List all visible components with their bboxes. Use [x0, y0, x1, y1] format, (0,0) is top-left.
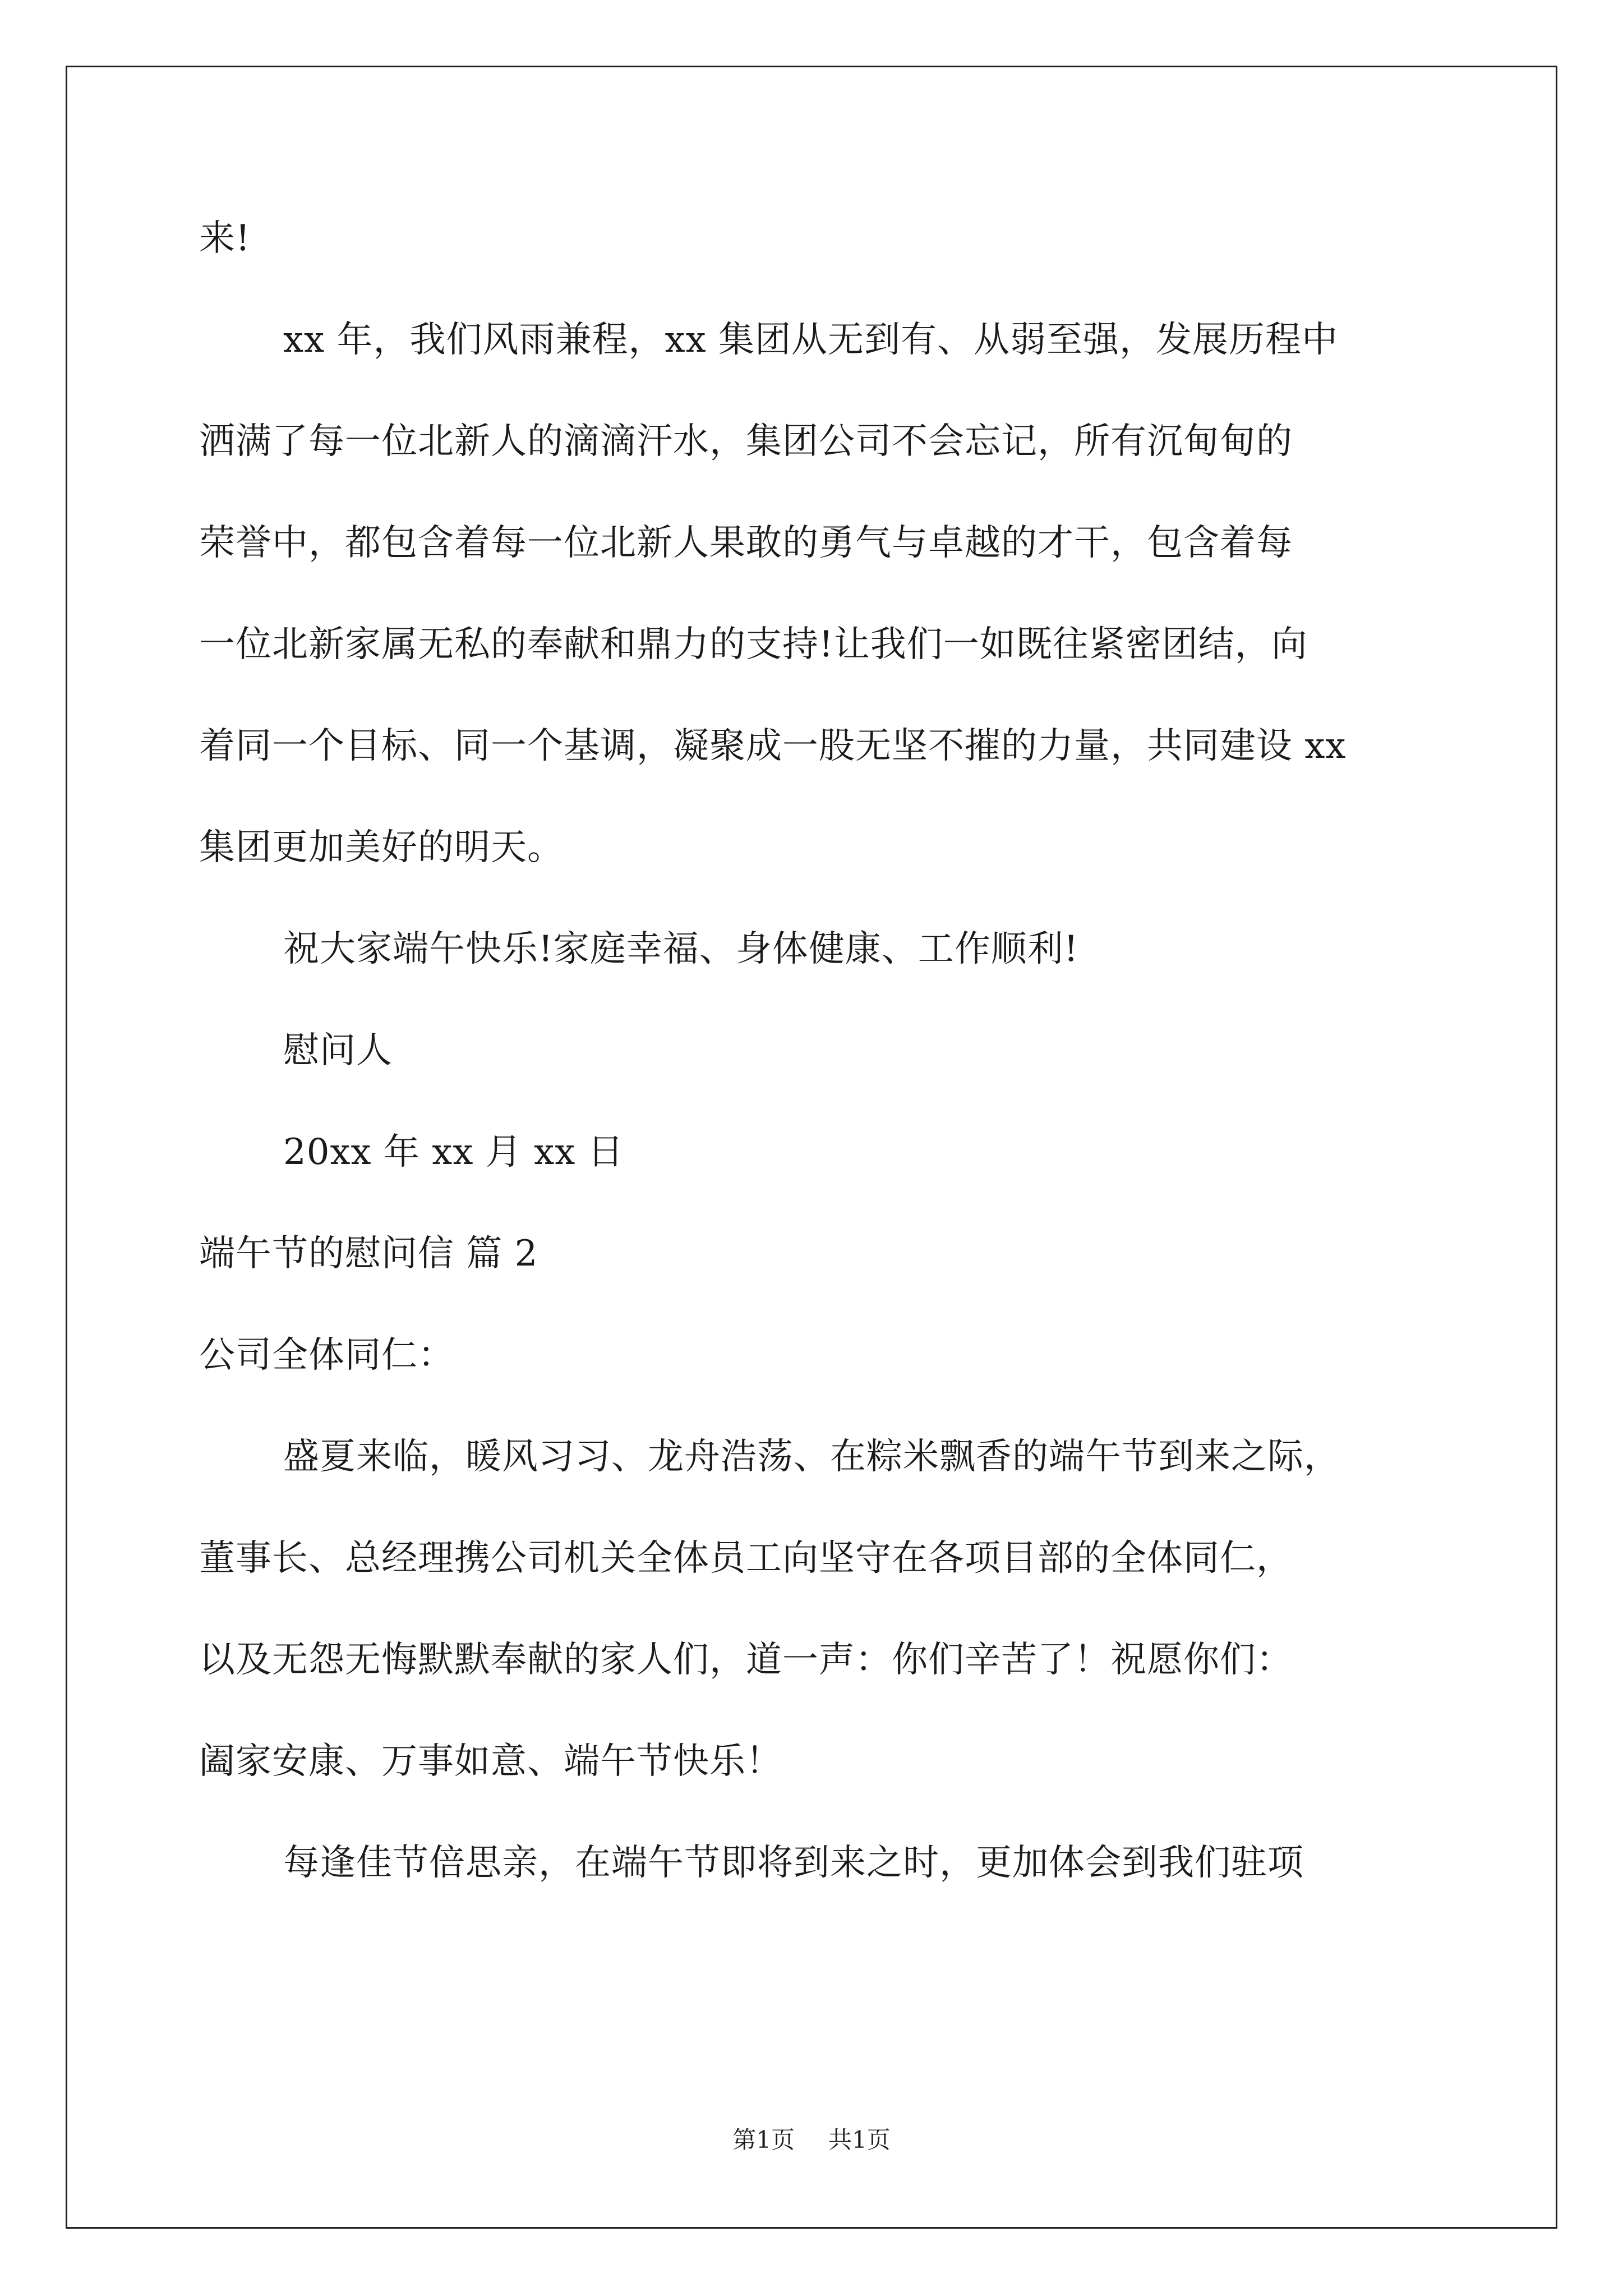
text-line-7: 集团更加美好的明天。 — [199, 827, 564, 868]
text-line-2: xx 年，我们风雨兼程，xx 集团从无到有、从弱至强，发展历程中 — [283, 319, 1339, 361]
text-line-13: 盛夏来临，暖风习习、龙舟浩荡、在粽米飘香的端午节到来之际， — [283, 1436, 1340, 1478]
signature-line: 慰问人 — [283, 1030, 393, 1071]
page-total: 共1页 — [828, 2126, 891, 2154]
text-line-5: 一位北新家属无私的奉献和鼎力的支持!让我们一如既往紧密团结，向 — [199, 624, 1308, 665]
date-line: 20xx 年 xx 月 xx 日 — [283, 1131, 624, 1173]
section-title: 端午节的慰问信 篇 2 — [199, 1233, 538, 1274]
text-line-16: 阖家安康、万事如意、端午节快乐！ — [199, 1741, 782, 1782]
salutation-line: 公司全体同仁： — [199, 1335, 454, 1376]
greeting-line: 祝大家端午快乐!家庭幸福、身体健康、工作顺利! — [283, 928, 1079, 970]
text-line-17: 每逢佳节倍思亲，在端午节即将到来之时，更加体会到我们驻项 — [283, 1842, 1304, 1884]
text-line-1: 来! — [199, 218, 251, 259]
text-line-3: 洒满了每一位北新人的滴滴汗水，集团公司不会忘记，所有沉甸甸的 — [199, 421, 1293, 462]
text-line-14: 董事长、总经理携公司机关全体员工向坚守在各项目部的全体同仁， — [199, 1538, 1293, 1579]
text-line-15: 以及无怨无悔默默奉献的家人们，道一声：你们辛苦了！祝愿你们： — [199, 1639, 1293, 1681]
page-number: 第1页 — [732, 2126, 795, 2154]
text-line-6: 着同一个目标、同一个基调，凝聚成一股无坚不摧的力量，共同建设 xx — [199, 725, 1347, 767]
text-line-4: 荣誉中，都包含着每一位北新人果敢的勇气与卓越的才干，包含着每 — [199, 522, 1293, 564]
page-footer — [0, 2126, 1623, 2154]
document-body — [199, 213, 1433, 1939]
